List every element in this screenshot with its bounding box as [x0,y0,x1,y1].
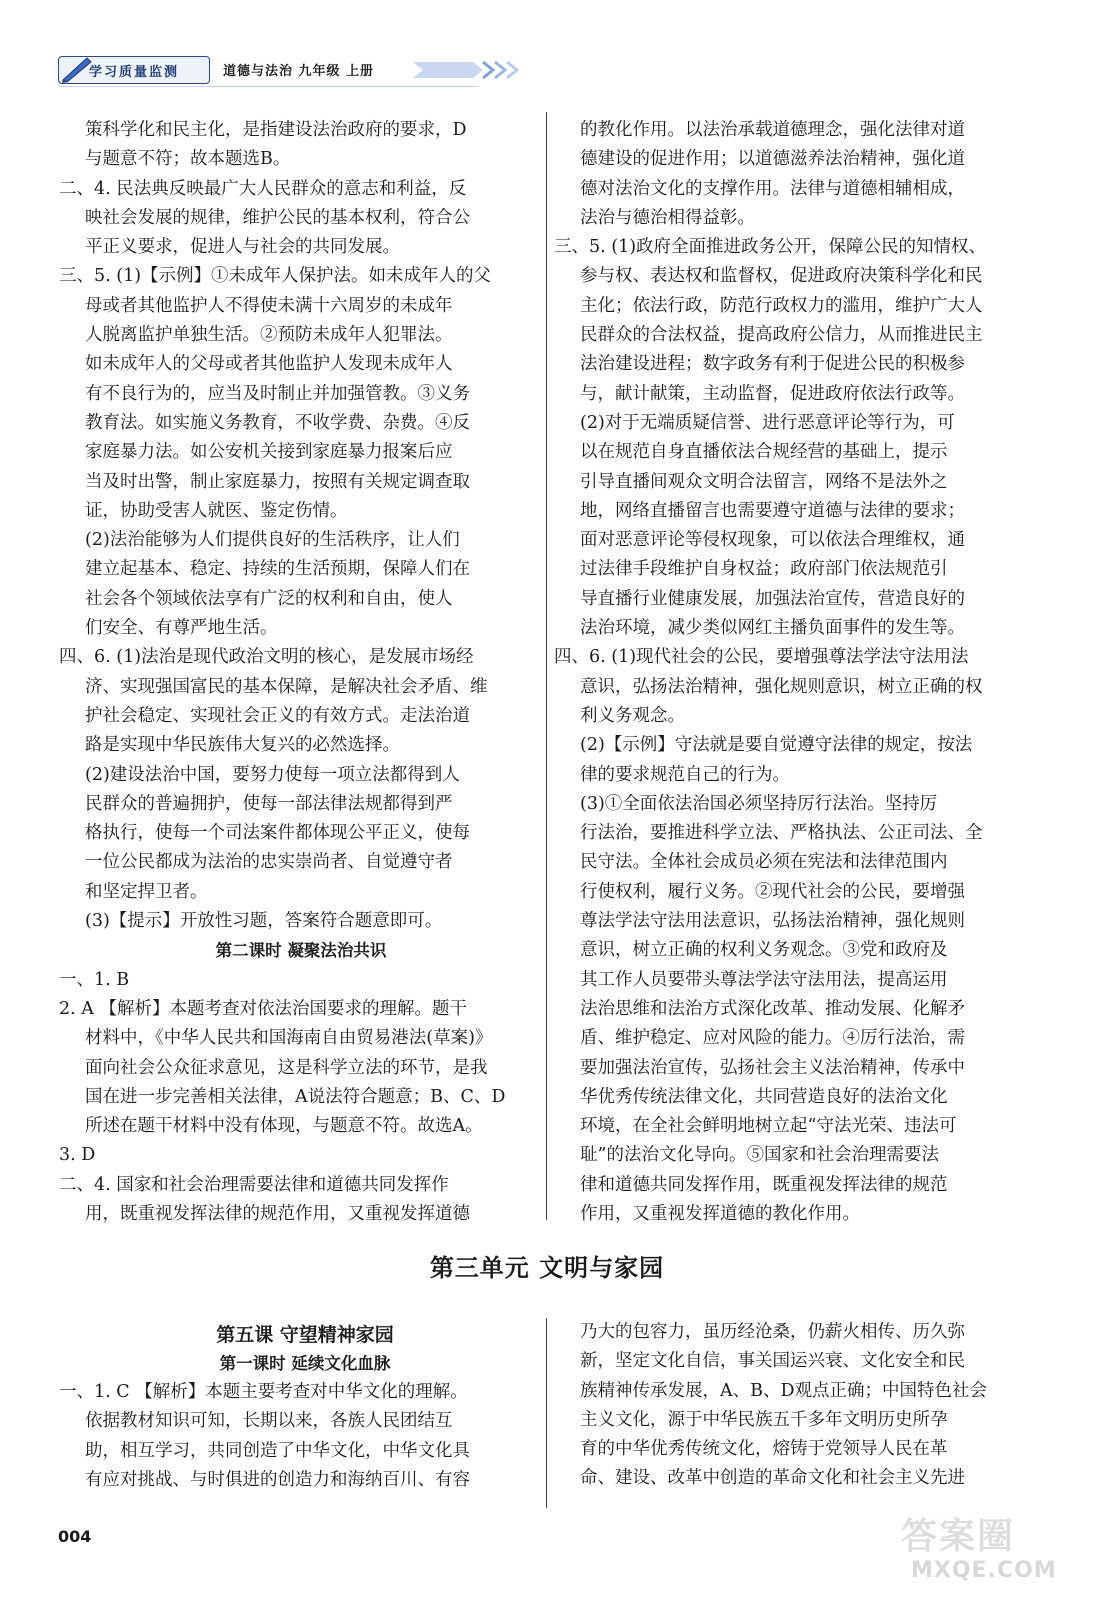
text-line: 证，协助受害人就医、鉴定伤情。 [85,500,348,521]
text-line: 参与权、表达权和监督权，促进政府决策科学化和民 [580,266,983,287]
left-column [59,116,517,1229]
text-line: 所述在题干材料中没有体现，与题意不符。故选A。 [85,1116,483,1137]
watermark-text: 答案圈 [901,1516,1016,1557]
text-line: 法治思维和法治方式深化改革、推动发展、化解矛 [580,998,965,1019]
text-line: 引导直播间观众文明合法留言，网络不是法外之 [580,471,948,492]
text-line: 当及时出警，制止家庭暴力，按照有关规定调查取 [85,471,470,492]
question-line: 四、6. (1)法治是现代政治文明的核心，是发展市场经 [59,647,474,668]
question-line: 四、6. (1)现代社会的公民，要增强尊法学法守法用法 [554,647,969,668]
text-line: 律和道德共同发挥作用，既重视发挥法律的规范 [580,1174,948,1195]
text-line: 们安全、有尊严地生活。 [85,618,278,639]
text-line: 乃大的包容力，虽历经沧桑，仍薪火相传、历久弥 [580,1322,965,1342]
text-line: 法治建设进程；数字政务有利于促进公民的积极参 [580,354,965,375]
text-line: 格执行，使每一个司法案件都体现公平正义，使每 [85,823,470,844]
text-line: 意识，弘扬法治精神，强化规则意识，树立正确的权 [580,676,983,697]
text-line: 母或者其他监护人不得使未满十六周岁的未成年 [85,295,453,316]
brand-badge [58,56,210,84]
text-line: 的教化作用。以法治承载道德理念，强化法律对道 [580,120,965,140]
text-line: (2)建设法治中国，要努力使每一项立法都得到人 [85,764,460,785]
text-line: 华优秀传统法律文化，共同营造良好的法治文化 [580,1086,948,1107]
text-line: 家庭暴力法。如公安机关接到家庭暴力报案后应 [85,442,453,463]
chevron-arrows-icon [413,60,533,80]
left-column-bottom [59,1378,525,1495]
text-line: (2)【示例】守法就是要自觉遵守法律的规定，按法 [580,735,973,756]
question-line: 三、5. (1)政府全面推进政务公开，保障公民的知情权、 [554,237,987,258]
text-line: 主化；依法行政，防范行政权力的滥用，维护广大人 [580,295,983,316]
text-line: 与，献计献策，主动监督，促进政府依法行政等。 [580,383,965,404]
right-column-bottom [580,1318,1020,1494]
text-line: 要加强法治宣传，弘扬社会主义法治精神，传承中 [580,1057,965,1078]
text-line: 济、实现强国富民的基本保障，是解决社会矛盾、维 [85,676,488,697]
page-number: 004 [58,1527,92,1546]
column-divider-bottom [546,1318,547,1508]
text-line: (3)【提示】开放性习题，答案符合题意即可。 [85,911,443,932]
text-line: 利义务观念。 [580,705,685,726]
page-header [58,52,488,86]
text-line: 依据教材知识可知，长期以来，各族人民团结互 [85,1411,453,1432]
text-line: 导直播行业健康发展，加强法治宣传，营造良好的 [580,588,965,609]
text-line: 面向社会公众征求意见，这是科学立法的环节，是我 [85,1057,488,1078]
section-heading: 第二课时 凝聚法治共识 [215,941,387,961]
text-line: 尊法学法守法用法意识，弘扬法治精神，强化规则 [580,911,965,932]
text-line: 人脱离监护单独生活。②预防未成年人犯罪法。 [85,325,453,346]
text-line: (2)对于无端质疑信誉、进行恶意评论等行为，可 [580,412,955,433]
question-line: 二、4. 民法典反映最广大人民群众的意志和利益，反 [59,178,467,199]
text-line: 助，相互学习，共同创造了中华文化，中华文化具 [85,1440,470,1461]
text-line: 主义文化，源于中华民族五千多年文明历史所孕 [580,1409,948,1430]
text-line: (3)①全面依法治国必须坚持厉行法治。坚持厉 [580,793,938,814]
text-line: 社会各个领域依法享有广泛的权利和自由，使人 [85,588,453,609]
text-line: 护社会稳定、实现社会正义的有效方式。走法治道 [85,705,470,726]
watermark-logo [889,1500,1069,1590]
text-line: 教育法。如实施义务教育，不收学费、杂费。④反 [85,412,470,433]
text-line: 德对法治文化的支撑作用。法律与道德相辅相成， [580,178,965,199]
text-line: 命、建设、改革中创造的革命文化和社会主义先进 [580,1468,965,1489]
text-line: 和坚定捍卫者。 [85,881,208,902]
text-line: 面对恶意评论等侵权现象，可以依法合理维权，通 [580,530,965,551]
text-line: 平正义要求，促进人与社会的共同发展。 [85,237,400,258]
question-line: 二、4. 国家和社会治理需要法律和道德共同发挥作 [59,1174,449,1195]
text-line: 建立起基本、稳定、持续的生活预期，保障人们在 [85,559,470,580]
text-line: 意识，树立正确的权利义务观念。③党和政府及 [580,940,948,961]
text-line: 耻”的法治文化导向。⑤国家和社会治理需要法 [580,1145,939,1166]
text-line: 法治与德治相得益彰。 [580,207,755,228]
period-title: 第一课时 延续文化血脉 [219,1354,391,1373]
text-line: 民群众的普遍拥护，使每一部法律法规都得到严 [85,793,453,814]
text-line: 以在规范自身直播依法合规经营的基础上，提示 [580,442,948,463]
text-line: 作用，又重视发挥道德的教化作用。 [580,1203,860,1224]
question-line: 一、1. B [59,969,130,990]
text-line: 新，坚定文化自信，事关国运兴衰、文化安全和民 [580,1351,965,1372]
text-line: 策科学化和民主化，是指建设法治政府的要求，D [85,120,467,140]
text-line: 环境，在全社会鲜明地树立起“守法光荣、违法可 [580,1116,957,1137]
text-line: 有不良行为的，应当及时制止并加强管教。③义务 [85,383,470,404]
text-line: 有应对挑战、与时俱进的创造力和海纳百川、有容 [85,1469,470,1490]
text-line: 育的中华优秀传统文化，熔铸于党领导人民在革 [580,1439,948,1460]
text-line: (2)法治能够为人们提供良好的生活秩序，让人们 [85,530,460,551]
text-line: 德建设的促进作用；以道德滋养法治精神，强化道 [580,149,965,170]
text-line: 其工作人员要带头尊法学法守法用法，提高运用 [580,969,948,990]
text-line: 与题意不符；故本题选B。 [85,149,291,170]
text-line: 用，既重视发挥法律的规范作用，又重视发挥道德 [85,1203,470,1224]
question-line: 2. A 【解析】本题考查对依法治国要求的理解。题干 [59,998,467,1019]
text-line: 路是实现中华民族伟大复兴的必然选择。 [85,735,400,756]
watermark-url: MXQE.COM [911,1558,1057,1583]
text-line: 族精神传承发展，A、B、D观点正确；中国特色社会 [580,1380,988,1401]
text-line: 地，网络直播留言也需要遵守道德与法律的要求； [580,500,965,521]
subject-title: 道德与法治 九年级 上册 [223,64,375,79]
text-line: 过法律手段维护自身权益；政府部门依法规范引 [580,559,948,580]
unit-title: 第三单元 文明与家园 [429,1254,665,1282]
text-line: 律的要求规范自己的行为。 [580,764,790,785]
right-column [554,116,1020,1229]
text-line: 盾、维护稳定、应对风险的能力。④厉行法治，需 [580,1028,965,1049]
text-line: 材料中，《中华人民共和国海南自由贸易港法(草案)》 [85,1028,493,1049]
text-line: 如未成年人的父母或者其他监护人发现未成年人 [85,354,453,375]
column-divider-top [546,112,547,1220]
text-line: 民守法。全体社会成员必须在宪法和法律范围内 [580,852,948,873]
text-line: 法治环境，减少类似网红主播负面事件的发生等。 [580,618,965,639]
text-line: 映社会发展的规律，维护公民的基本权利，符合公 [85,207,470,228]
text-line: 行使权利，履行义务。②现代社会的公民，要增强 [580,881,965,902]
text-line: 国在进一步完善相关法律，A说法符合题意；B、C、D [85,1086,506,1107]
brand-name: 学习质量监测 [89,65,180,80]
text-line: 一位公民都成为法治的忠实崇尚者、自觉遵守者 [85,852,453,873]
header-rule [58,86,478,87]
lesson-title: 第五课 守望精神家园 [216,1324,394,1346]
question-line: 三、5. (1)【示例】①未成年人保护法。如未成年人的父 [59,266,492,287]
question-line: 3. D [59,1145,96,1166]
question-line: 一、1. C 【解析】本题主要考查对中华文化的理解。 [59,1382,468,1402]
text-line: 民群众的合法权益，提高政府公信力，从而推进民主 [580,325,983,346]
text-line: 行法治，要推进科学立法、严格执法、公正司法、全 [580,823,983,844]
